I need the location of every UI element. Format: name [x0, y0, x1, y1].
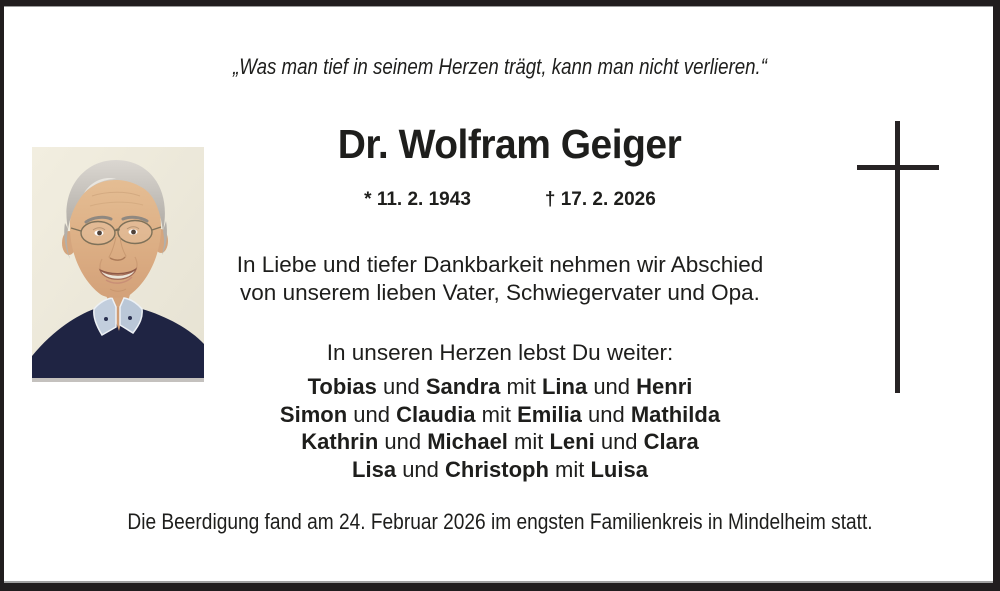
connector-word: und [347, 401, 397, 427]
frame-top-bar [0, 0, 1000, 7]
family-names [0, 373, 1000, 483]
connector-word: und [594, 429, 644, 454]
frame-bottom-bar [0, 581, 1000, 591]
family-member-name: Kathrin [301, 429, 379, 454]
deceased-name: Dr. Wolfram Geiger [337, 121, 682, 167]
family-line [0, 401, 1000, 429]
family-line [0, 428, 1000, 456]
family-member-name: Leni [549, 429, 595, 454]
family-line [0, 456, 1000, 484]
connector-word: und [376, 374, 426, 399]
connector-word: und [396, 456, 446, 482]
family-member-name: Luisa [590, 456, 648, 482]
family-member-name: Mathilda [630, 401, 721, 427]
birth-date: * 11. 2. 1943 [364, 189, 471, 210]
family-member-name: Henri [636, 374, 693, 399]
intro-paragraph [0, 251, 1000, 307]
family-member-name: Sandra [425, 374, 501, 399]
intro-line-2: von unserem lieben Vater, Schwiegervater und Opa. [240, 280, 760, 305]
family-line [0, 373, 1000, 401]
family-member-name: Lisa [352, 456, 397, 482]
family-member-name: Michael [427, 429, 508, 454]
family-member-name: Clara [643, 429, 699, 454]
connector-word: und [581, 401, 631, 427]
connector-word: mit [475, 401, 518, 427]
family-member-name: Emilia [517, 401, 582, 427]
connector-word: mit [500, 374, 542, 399]
funeral-note: Die Beerdigung fand am 24. Februar 2026 im engsten Familienkreis in Mindelheim statt. [127, 509, 873, 534]
family-member-name: Lina [541, 374, 588, 399]
intro-line-1: In Liebe und tiefer Dankbarkeit nehmen wir Abschied [236, 252, 764, 277]
remembrance-line: In unseren Herzen lebst Du weiter: [326, 340, 674, 365]
family-member-name: Christoph [445, 456, 549, 482]
connector-word: und [587, 374, 637, 399]
family-member-name: Simon [279, 401, 348, 427]
family-member-name: Claudia [396, 401, 476, 427]
cross-vertical-bar [895, 121, 900, 393]
family-member-name: Tobias [307, 374, 377, 399]
connector-word: und [378, 429, 428, 454]
life-dates [10, 189, 1000, 211]
connector-word: mit [548, 456, 591, 482]
death-date: † 17. 2. 2026 [544, 189, 656, 210]
memorial-quote: „Was man tief in seinem Herzen trägt, kann man nicht verlieren.“ [233, 54, 767, 79]
connector-word: mit [507, 429, 550, 454]
cross-horizontal-bar [857, 165, 939, 170]
